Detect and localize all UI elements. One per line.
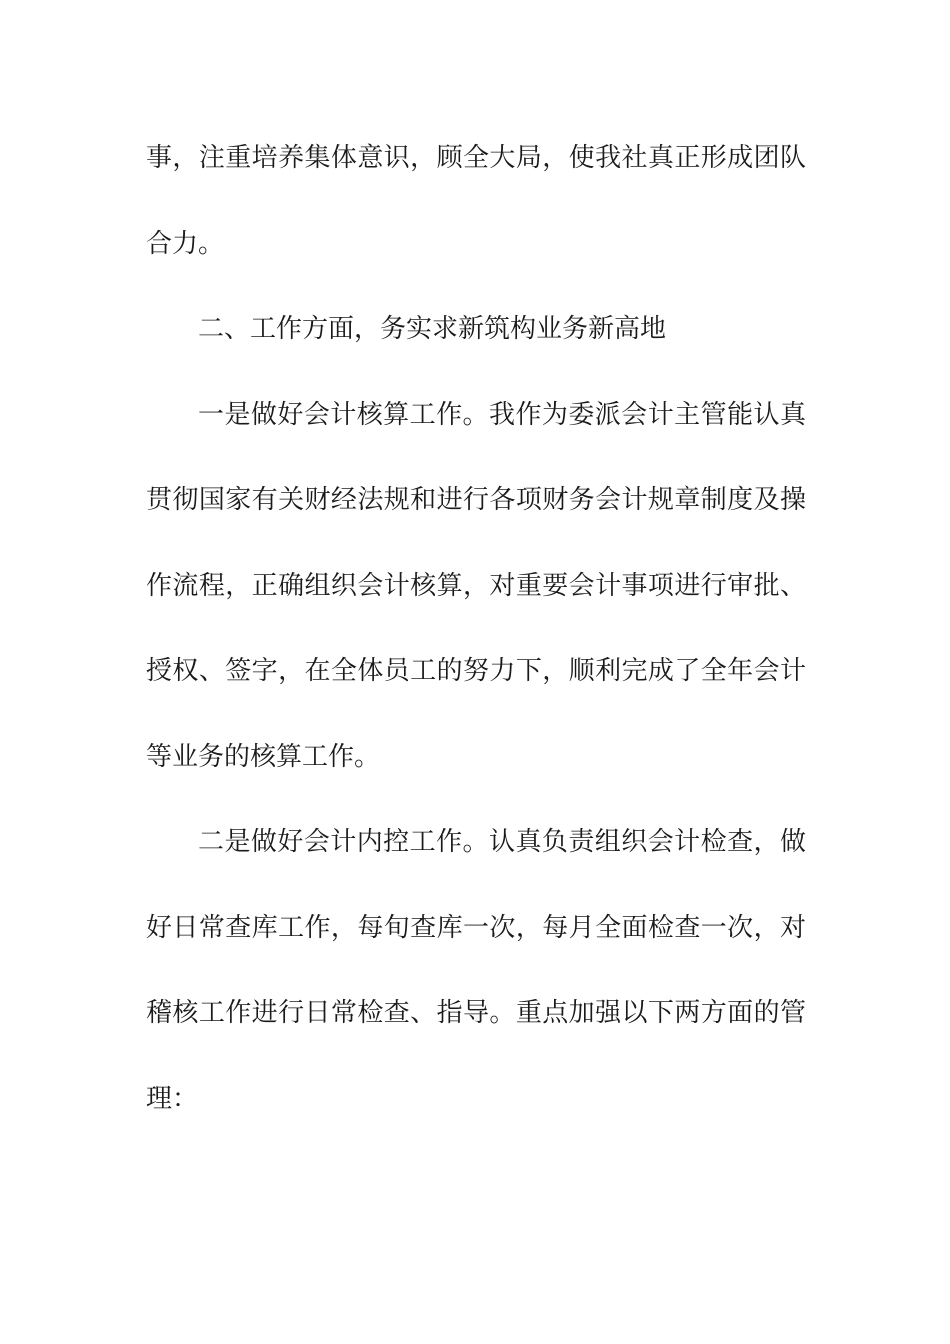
- paragraph-line: 贯彻国家有关财经法规和进行各项财务会计规章制度及操: [146, 485, 806, 515]
- paragraph-line: 二是做好会计内控工作。认真负责组织会计检查，做: [198, 827, 806, 857]
- paragraph-line: 授权、签字，在全体员工的努力下，顺利完成了全年会计: [146, 656, 806, 686]
- paragraph-line: 合力。: [146, 229, 225, 259]
- paragraph-line: 一是做好会计核算工作。我作为委派会计主管能认真: [198, 400, 806, 430]
- paragraph-line: 等业务的核算工作。: [146, 742, 381, 772]
- paragraph-line: 理：: [146, 1084, 199, 1114]
- section-heading: 二、工作方面，务实求新筑构业务新高地: [198, 314, 667, 344]
- paragraph-line: 作流程，正确组织会计核算，对重要会计事项进行审批、: [146, 571, 806, 601]
- paragraph-line: 事，注重培养集体意识，顾全大局，使我社真正形成团队: [146, 143, 806, 173]
- paragraph-line: 好日常查库工作，每旬查库一次，每月全面检查一次，对: [146, 913, 806, 943]
- paragraph-line: 稽核工作进行日常检查、指导。重点加强以下两方面的管: [146, 998, 806, 1028]
